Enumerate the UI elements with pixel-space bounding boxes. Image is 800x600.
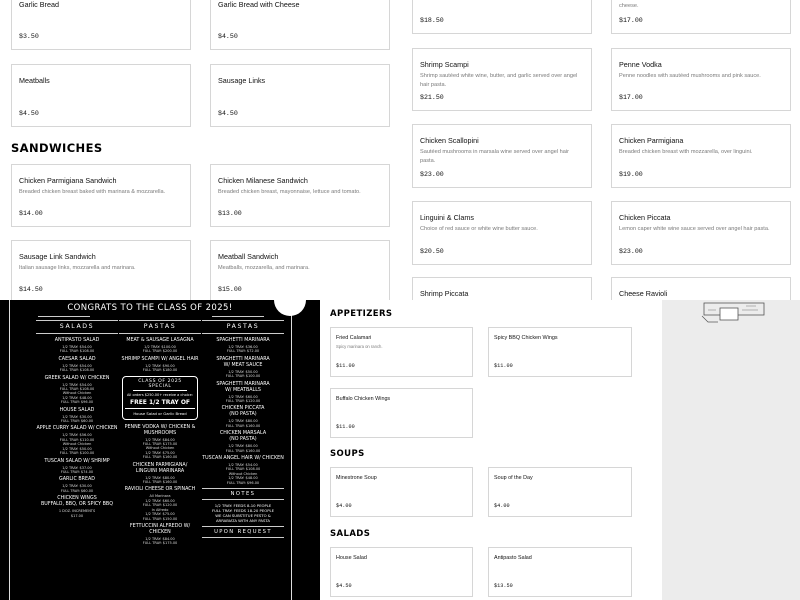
menu-card[interactable] bbox=[330, 327, 473, 377]
item-price: $4.50 bbox=[336, 583, 352, 589]
board-item: APPLE CURRY SALAD W/ CHICKEN 1/2 TRAY: $56.00 FULL TRAY: $110.00 Without Chicken 1/2 TRAY: $50.00 FULL TRAY: $100.00 bbox=[36, 426, 118, 456]
item-price: $4.50 bbox=[19, 110, 39, 117]
item-description: cheese. bbox=[619, 3, 639, 9]
menu-card[interactable] bbox=[611, 0, 791, 34]
item-price: $4.50 bbox=[218, 33, 238, 40]
item-price: $11.00 bbox=[494, 363, 513, 369]
item-description: Breaded chicken breast with mozzarella, over linguini. bbox=[619, 149, 753, 155]
item-name: Garlic Bread with Cheese bbox=[218, 0, 300, 9]
item-price: $17.00 bbox=[619, 17, 643, 24]
item-price: $3.50 bbox=[19, 33, 39, 40]
item-description: Breaded chicken breast, mayonnaise, lettuce and tomato. bbox=[218, 189, 361, 195]
board-item: SHRIMP SCAMPI W/ ANGEL HAIR 1/2 TRAY: $90.00 FULL TRAY: $180.00 bbox=[121, 356, 199, 373]
special-title: CLASS OF 2025 SPECIAL bbox=[133, 379, 187, 391]
board-column-salads bbox=[36, 320, 118, 521]
menu-card[interactable] bbox=[210, 240, 390, 303]
item-price: $15.00 bbox=[218, 286, 242, 293]
item-price: $14.00 bbox=[19, 210, 43, 217]
menu-card[interactable] bbox=[210, 0, 390, 50]
column-header: PASTAS bbox=[119, 320, 201, 334]
item-name: House Salad bbox=[336, 555, 367, 561]
item-name: Chicken Parmigiana Sandwich bbox=[19, 176, 117, 185]
note-line: FULL TRAY: FEEDS 18-20 PEOPLE bbox=[211, 508, 275, 514]
board-item: GREEK SALAD W/ CHICKEN 1/2 TRAY: $54.00 FULL TRAY: $108.00 Without Chicken 1/2 TRAY: $48.00 FULL TRAY: $96.00 bbox=[44, 375, 110, 405]
menu-card[interactable] bbox=[330, 467, 473, 517]
item-price: $11.00 bbox=[336, 363, 355, 369]
item-price: $14.50 bbox=[19, 286, 43, 293]
board-item: ANTIPASTO SALAD 1/2 TRAY: $54.00 FULL TRAY: $108.00 bbox=[54, 338, 100, 354]
menu-card[interactable] bbox=[11, 0, 191, 50]
class-special-box bbox=[122, 376, 198, 420]
board-item: CHICKEN MARSALA (NO PASTA) 1/2 TRAY: $80.00 FULL TRAY: $160.00 bbox=[219, 431, 267, 453]
section-title-appetizers: APPETIZERS bbox=[330, 309, 393, 319]
item-name: Penne Vodka bbox=[619, 60, 662, 69]
special-condition: All orders $250.00+ receive a choice: bbox=[127, 392, 193, 397]
item-price: $18.50 bbox=[420, 17, 444, 24]
board-item: FETTUCCINI ALFREDO W/ CHICKEN 1/2 TRAY: $84.00 FULL TRAY: $175.00 bbox=[129, 523, 191, 546]
item-name: Soup of the Day bbox=[494, 475, 533, 481]
item-description: Penne noodles with sautéed mushrooms and pink sauce. bbox=[619, 73, 761, 79]
note-line: 1/2 TRAY: FEEDS 8-10 PEOPLE bbox=[214, 503, 272, 509]
menu-card[interactable] bbox=[330, 388, 473, 438]
item-price: $19.00 bbox=[619, 171, 643, 178]
board-item: SPAGHETTI MARINARA W/ MEATBALLS 1/2 TRAY: $60.00 FULL TRAY: $120.00 bbox=[216, 381, 270, 404]
board-item: HOUSE SALAD 1/2 TRAY: $30.00 FULL TRAY: $60.00 bbox=[59, 407, 95, 424]
board-column-pastas-2 bbox=[202, 320, 284, 541]
menu-card[interactable] bbox=[488, 467, 632, 517]
title-divider bbox=[38, 316, 90, 317]
section-title-soups: SOUPS bbox=[330, 449, 365, 459]
menu-card[interactable] bbox=[210, 64, 390, 127]
item-price: $20.50 bbox=[420, 248, 444, 255]
board-item: CHICKEN PICCATA (NO PASTA) 1/2 TRAY: $80.00 FULL TRAY: $160.00 bbox=[221, 406, 265, 428]
menu-card[interactable] bbox=[11, 64, 191, 127]
section-title-salads: SALADS bbox=[330, 529, 371, 539]
menu-card[interactable] bbox=[412, 201, 592, 265]
sketch-illustration-icon bbox=[700, 300, 770, 326]
item-name: Chicken Milanese Sandwich bbox=[218, 176, 308, 185]
item-description: Shrimp sautéed white wine, butter, and garlic served over angel hair pasta. bbox=[420, 73, 578, 88]
board-item: TUSCAN ANGEL HAIR W/ CHICKEN 1/2 TRAY: $54.00 FULL TRAY: $108.00 Without Chicken 1/2 TRAY: $48.00 FULL TRAY: $96.00 bbox=[202, 456, 284, 485]
board-item: CAESAR SALAD 1/2 TRAY: $54.00 FULL TRAY: $108.00 bbox=[58, 356, 96, 373]
board-item: GARLIC BREAD 1/2 TRAY: $30.00 FULL TRAY: $60.00 bbox=[59, 477, 95, 493]
board-item: SPAGHETTI MARINARA 1/2 TRAY: $36.00 FULL TRAY: $72.00 bbox=[216, 338, 270, 354]
item-price: $11.00 bbox=[336, 424, 355, 430]
column-header: SALADS bbox=[36, 320, 118, 334]
item-name: Cheese Ravioli bbox=[619, 289, 668, 298]
item-name: Antipasto Salad bbox=[494, 555, 532, 561]
menu-card[interactable] bbox=[412, 48, 592, 111]
item-price: $4.00 bbox=[336, 503, 352, 509]
item-name: Meatballs bbox=[19, 76, 50, 85]
item-name: Sausage Links bbox=[218, 76, 266, 85]
item-name: Fried Calamari bbox=[336, 335, 372, 341]
menu-card[interactable] bbox=[611, 124, 791, 188]
item-name: Shrimp Piccata bbox=[420, 289, 469, 298]
page-side-gutter bbox=[662, 300, 800, 600]
board-item: RAVIOLI CHEESE OR SPINACH All Marinara 1/2 TRAY: $60.00 FULL TRAY: $120.00 In Alfredo 1/2 TRAY: $75.00 FULL TRAY: $150.00 bbox=[124, 487, 196, 521]
menu-card[interactable] bbox=[611, 201, 791, 265]
item-name: Sausage Link Sandwich bbox=[19, 252, 96, 261]
menu-card[interactable] bbox=[330, 547, 473, 597]
menu-card[interactable] bbox=[488, 327, 632, 377]
upon-request-header: UPON REQUEST bbox=[202, 526, 284, 538]
item-name: Chicken Piccata bbox=[619, 213, 671, 222]
item-name: Spicy BBQ Chicken Wings bbox=[494, 335, 558, 341]
item-price: $4.00 bbox=[494, 503, 510, 509]
item-price: $4.50 bbox=[218, 110, 238, 117]
item-price: $13.00 bbox=[218, 210, 242, 217]
board-item: CHICKEN PARMIGIANA/ LINGUINI MARINARA 1/2 TRAY: $80.00 FULL TRAY: $160.00 bbox=[132, 462, 188, 485]
menu-card[interactable] bbox=[488, 547, 632, 597]
board-item: SPAGHETTI MARINARA W/ MEAT SAUCE 1/2 TRAY: $50.00 FULL TRAY: $100.00 bbox=[216, 356, 270, 379]
item-description: Spicy marinara on ranch. bbox=[336, 344, 383, 349]
item-price: $21.50 bbox=[420, 94, 444, 101]
item-description: Lemon caper white wine sauce served over angel hair pasta. bbox=[619, 226, 770, 232]
menu-card[interactable] bbox=[412, 124, 592, 188]
item-description: Choice of red sauce or white wine butter sauce. bbox=[420, 226, 538, 232]
board-column-pastas bbox=[119, 320, 201, 549]
column-header: PASTAS bbox=[202, 320, 284, 334]
item-name: Chicken Scallopini bbox=[420, 136, 479, 145]
title-divider bbox=[212, 316, 264, 317]
note-line: WE CAN SUBSTITUE PESTO & bbox=[215, 513, 271, 519]
notes-header: NOTES bbox=[202, 488, 284, 500]
board-item: MEAT & SAUSAGE LASAGNA 1/2 TRAY: $100.00 FULL TRAY: $200.00 bbox=[126, 338, 194, 354]
menu-card[interactable] bbox=[611, 48, 791, 111]
item-name: Buffalo Chicken Wings bbox=[336, 396, 391, 402]
item-description: Breaded chicken breast baked with marinara & mozzarella. bbox=[19, 189, 166, 195]
special-choice: House Salad or Garlic Bread bbox=[125, 408, 195, 416]
item-description: Italian sausage links, mozzarella and marinara. bbox=[19, 265, 136, 271]
item-price: $23.00 bbox=[420, 171, 444, 178]
section-title-sandwiches: SANDWICHES bbox=[11, 141, 103, 155]
menu-card[interactable] bbox=[11, 164, 191, 227]
item-description: Sautéed mushrooms in marsala wine served over angel hair pasta. bbox=[420, 149, 569, 164]
board-title: CONGRATS TO THE CLASS OF 2025! bbox=[67, 303, 233, 313]
bottom-right-menu bbox=[320, 300, 800, 600]
item-price: $13.50 bbox=[494, 583, 513, 589]
item-price: $23.00 bbox=[619, 248, 643, 255]
item-name: Meatball Sandwich bbox=[218, 252, 279, 261]
note-line: ARRABIATA WITH ANY PASTA bbox=[215, 518, 271, 524]
item-name: Chicken Parmigiana bbox=[619, 136, 684, 145]
menu-card[interactable] bbox=[210, 164, 390, 227]
board-item: PENNE VODKA W/ CHICKEN & MUSHROOMS 1/2 TRAY: $84.00 FULL TRAY: $175.00 Without Chicken 1/2 TRAY: $75.00 FULL TRAY: $160.00 bbox=[124, 424, 196, 460]
item-name: Linguini & Clams bbox=[420, 213, 474, 222]
item-name: Minestrone Soup bbox=[336, 475, 377, 481]
board-item: CHICKEN WINGS BUFFALO, BBQ, OR SPICY BBQ 1 DOZ. INCREMENTS $17.00 bbox=[41, 496, 113, 518]
board-item: TUSCAN SALAD W/ SHRIMP 1/2 TRAY: $37.00 FULL TRAY: $74.00 bbox=[44, 458, 110, 474]
item-price: $17.00 bbox=[619, 94, 643, 101]
menu-card[interactable] bbox=[11, 240, 191, 303]
special-offer: FREE 1/2 TRAY OF bbox=[129, 398, 191, 406]
item-name: Shrimp Scampi bbox=[420, 60, 469, 69]
item-name: Garlic Bread bbox=[19, 0, 59, 9]
catering-blackboard bbox=[0, 300, 320, 600]
menu-card[interactable] bbox=[412, 0, 592, 34]
item-description: Meatballs, mozzarella, and marinara. bbox=[218, 265, 310, 271]
